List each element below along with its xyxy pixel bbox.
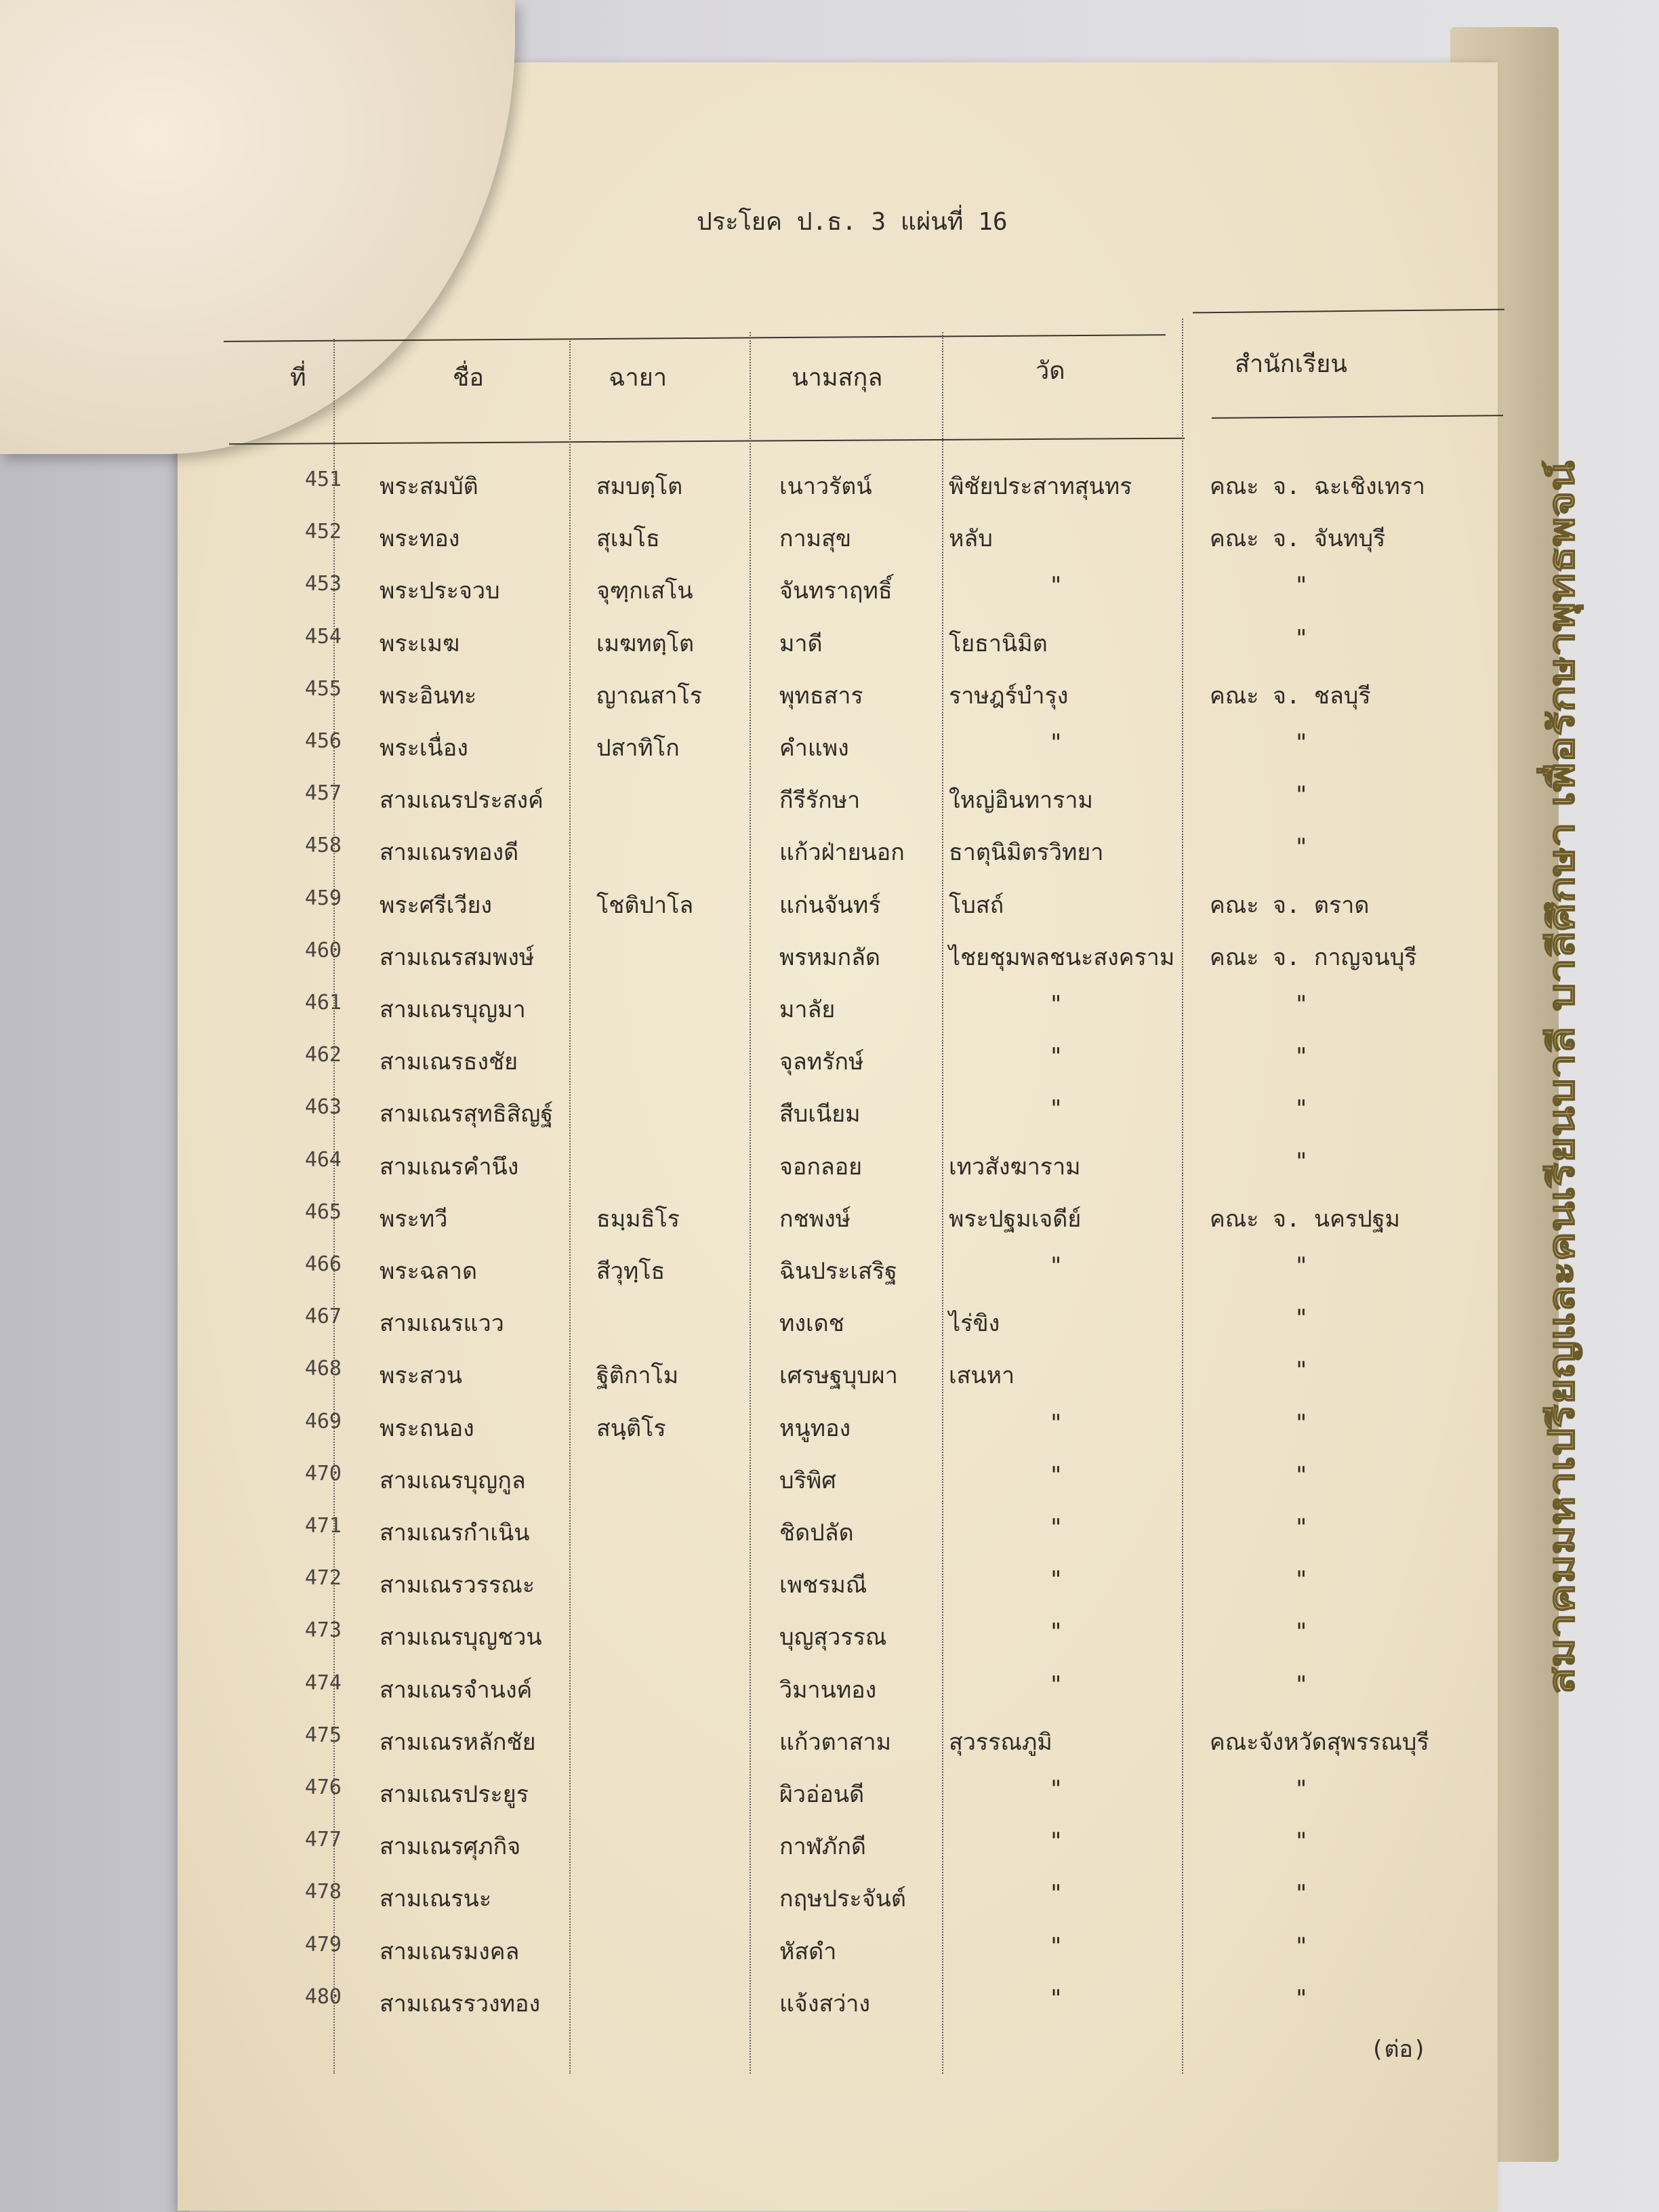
- row-name: สามเณรคำนึง: [380, 1153, 519, 1181]
- row-number: 465: [304, 1200, 342, 1224]
- row-wat: ธาตุนิมิตรวิทยา: [949, 839, 1104, 867]
- row-surname: แก้วตาสาม: [779, 1728, 892, 1756]
- row-name: สามเณรสุทธิสิญฐ์: [380, 1101, 554, 1128]
- row-surname: กฤษประจันต์: [779, 1885, 906, 1913]
- row-number: 469: [304, 1409, 342, 1433]
- row-wat: ": [1049, 1880, 1063, 1908]
- row-school: ": [1294, 1357, 1309, 1385]
- table-row: [0, 939, 1659, 990]
- row-number: 470: [304, 1461, 342, 1486]
- table-row: [0, 572, 1659, 623]
- row-number: 480: [304, 1984, 342, 2009]
- row-number: 458: [304, 834, 342, 858]
- row-surname: แก่นจันทร์: [779, 891, 881, 919]
- row-number: 473: [304, 1618, 342, 1643]
- table-row: [0, 1985, 1659, 2036]
- row-school: ": [1294, 1461, 1309, 1489]
- row-surname: มาลัย: [779, 996, 836, 1023]
- row-surname: สืบเนียม: [779, 1101, 861, 1128]
- row-name: พระประจวบ: [380, 577, 500, 605]
- row-school: ": [1294, 1095, 1309, 1123]
- row-school: ": [1294, 1409, 1309, 1437]
- row-school: คณะ จ. ตราด: [1210, 891, 1370, 919]
- row-name: พระฉลาด: [380, 1258, 478, 1285]
- table-row: [0, 1200, 1659, 1252]
- row-wat: ": [1049, 1461, 1063, 1489]
- table-row: [0, 625, 1659, 676]
- row-name: สามเณรประสงค์: [380, 787, 544, 815]
- table-row: [0, 1776, 1659, 1827]
- row-wat: ": [1049, 572, 1063, 600]
- row-name: สามเณรศุภกิจ: [380, 1833, 521, 1861]
- row-surname: จุลทรักษ์: [779, 1048, 864, 1076]
- row-name: สามเณรบุญมา: [380, 996, 526, 1023]
- table-row: [0, 886, 1659, 938]
- row-number: 457: [304, 781, 342, 806]
- row-alias: เมฆทตฺโต: [596, 630, 695, 657]
- row-school: ": [1294, 1514, 1309, 1541]
- row-number: 461: [304, 991, 342, 1015]
- row-alias: ปสาทิโก: [596, 735, 680, 762]
- row-surname: ผิวอ่อนดี: [779, 1781, 865, 1808]
- row-wat: พิชัยประสาทสุนทร: [949, 473, 1132, 500]
- column-header-school: สำนักเรียน: [1235, 350, 1347, 378]
- row-school: ": [1294, 624, 1309, 652]
- row-school: ": [1294, 572, 1309, 600]
- row-wat: พระปฐมเจดีย์: [949, 1205, 1082, 1233]
- row-name: สามเณรหลักชัย: [380, 1728, 536, 1756]
- row-school: ": [1294, 1671, 1309, 1698]
- column-header-surname: นามสกุล: [792, 364, 883, 392]
- row-number: 479: [304, 1932, 342, 1957]
- row-school: คณะ จ. นครปฐม: [1210, 1205, 1400, 1233]
- row-number: 453: [304, 572, 342, 596]
- row-surname: หนูทอง: [779, 1414, 851, 1442]
- row-school: คณะ จ. ฉะเชิงเทรา: [1210, 473, 1425, 500]
- column-header-wat: วัด: [1036, 357, 1065, 385]
- row-wat: ใหญ่อินทาราม: [949, 787, 1093, 815]
- row-name: พระสวน: [380, 1362, 463, 1390]
- row-school: ": [1294, 991, 1309, 1018]
- column-header-alias: ฉายา: [609, 364, 668, 392]
- row-name: สามเณรจำนงค์: [380, 1676, 533, 1704]
- row-surname: คำแพง: [779, 735, 849, 762]
- table-row: [0, 677, 1659, 729]
- row-number: 467: [304, 1305, 342, 1329]
- table-row: [0, 468, 1659, 519]
- row-number: 459: [304, 886, 342, 910]
- table-row: [0, 1462, 1659, 1513]
- table-row: [0, 729, 1659, 781]
- table-row: [0, 991, 1659, 1042]
- continued-note: (ต่อ): [1370, 2036, 1427, 2063]
- row-name: พระเมฆ: [380, 630, 460, 657]
- row-alias: จุฑฺกเสโน: [596, 577, 693, 605]
- row-name: สามเณรรวงทอง: [380, 1990, 541, 2018]
- row-school: ": [1294, 1566, 1309, 1594]
- row-surname: ทงเดช: [779, 1310, 844, 1338]
- row-alias: สีวุทฺโธ: [596, 1258, 665, 1285]
- row-alias: ธมฺมธิโร: [596, 1205, 680, 1233]
- row-surname: เนาวรัตน์: [779, 473, 872, 500]
- row-number: 471: [304, 1514, 342, 1538]
- row-number: 454: [304, 624, 342, 649]
- row-wat: ราษฎร์บำรุง: [949, 682, 1069, 710]
- row-name: สามเณรสมพงษ์: [380, 943, 535, 971]
- row-name: สามเณรบุญกูล: [380, 1467, 526, 1494]
- row-number: 478: [304, 1880, 342, 1904]
- row-wat: ": [1049, 1566, 1063, 1594]
- row-alias: ญาณสาโร: [596, 682, 702, 710]
- row-surname: แก้วฝ่ายนอก: [779, 839, 905, 867]
- row-wat: ": [1049, 1043, 1063, 1071]
- table-row: [0, 1618, 1659, 1670]
- table-row: [0, 1095, 1659, 1147]
- row-number: 456: [304, 729, 342, 753]
- row-surname: กชพงษ์: [779, 1205, 851, 1233]
- row-name: สามเณรแวว: [380, 1310, 504, 1338]
- row-surname: หัสดำ: [779, 1938, 837, 1965]
- row-wat: ": [1049, 1514, 1063, 1541]
- row-number: 474: [304, 1671, 342, 1695]
- row-surname: บุญสุวรรณ: [779, 1624, 887, 1652]
- row-number: 475: [304, 1723, 342, 1747]
- row-number: 452: [304, 520, 342, 544]
- table-row: [0, 1514, 1659, 1565]
- column-header-number: ที่: [290, 364, 306, 392]
- row-name: สามเณรบุญชวน: [380, 1624, 542, 1652]
- row-school: ": [1294, 1305, 1309, 1332]
- row-name: สามเณรวรรณะ: [380, 1572, 535, 1599]
- row-number: 463: [304, 1095, 342, 1120]
- table-row: [0, 1305, 1659, 1356]
- row-wat: ": [1049, 1252, 1063, 1279]
- row-wat: เทวสังฆาราม: [949, 1153, 1081, 1181]
- row-name: สามเณรมงคล: [380, 1938, 520, 1965]
- row-name: พระทวี: [380, 1205, 448, 1233]
- row-school: ": [1294, 1776, 1309, 1803]
- row-number: 462: [304, 1043, 342, 1067]
- row-school: คณะ จ. กาญจนบุรี: [1210, 943, 1417, 971]
- row-surname: กีรีรักษา: [779, 787, 861, 815]
- row-surname: ฉินประเสริฐ: [779, 1258, 897, 1285]
- row-surname: พรหมกลัด: [779, 943, 880, 971]
- row-alias: โชติปาโล: [596, 891, 694, 919]
- table-row: [0, 1410, 1659, 1461]
- row-number: 464: [304, 1147, 342, 1172]
- table-row: [0, 834, 1659, 885]
- row-name: พระศรีเวียง: [380, 891, 493, 919]
- row-school: ": [1294, 1147, 1309, 1175]
- row-surname: ชิดปลัด: [779, 1519, 854, 1547]
- row-surname: มาดี: [779, 630, 823, 657]
- row-wat: ": [1049, 991, 1063, 1018]
- table-row: [0, 1933, 1659, 1984]
- row-wat: ": [1049, 1095, 1063, 1123]
- table-row: [0, 520, 1659, 571]
- row-surname: แจ้งสว่าง: [779, 1990, 870, 2018]
- table-row: [0, 1880, 1659, 1931]
- row-surname: เศรษฐบุบผา: [779, 1362, 898, 1390]
- row-name: พระถนอง: [380, 1414, 474, 1442]
- table-row: [0, 1671, 1659, 1723]
- row-school: ": [1294, 1880, 1309, 1908]
- row-name: สามเณรนะ: [380, 1885, 492, 1913]
- row-surname: กามสุข: [779, 525, 852, 553]
- row-school: ": [1294, 729, 1309, 756]
- row-school: คณะ จ. จันทบุรี: [1210, 525, 1386, 553]
- row-name: พระทอง: [380, 525, 460, 553]
- row-wat: โบสถ์: [949, 891, 1004, 919]
- row-alias: สมบตฺโต: [596, 473, 683, 500]
- column-header-name: ชื่อ: [453, 364, 485, 392]
- row-surname: จันทราฤทธิ์: [779, 577, 893, 605]
- page-title: ประโยค ป.ธ. 3 แผ่นที่ 16: [697, 208, 1008, 236]
- row-surname: วิมานทอง: [779, 1676, 877, 1704]
- table-row: [0, 1566, 1659, 1618]
- row-school: ": [1294, 1984, 1309, 2012]
- row-wat: ": [1049, 1932, 1063, 1960]
- row-wat: ": [1049, 729, 1063, 756]
- table-row: [0, 1043, 1659, 1094]
- table-row: [0, 1148, 1659, 1200]
- row-wat: เสนหา: [949, 1362, 1015, 1390]
- row-name: สามเณรกำเนิน: [380, 1519, 530, 1547]
- row-surname: จอกลอย: [779, 1153, 863, 1181]
- row-school: ": [1294, 1828, 1309, 1856]
- row-school: ": [1294, 1932, 1309, 1960]
- row-surname: พุทธสาร: [779, 682, 863, 710]
- row-name: พระเนื่อง: [380, 735, 468, 762]
- row-school: ": [1294, 1618, 1309, 1646]
- table-row: [0, 781, 1659, 833]
- row-name: พระอินทะ: [380, 682, 477, 710]
- row-school: ": [1294, 834, 1309, 861]
- table-row: [0, 1357, 1659, 1408]
- row-wat: โยธานิมิต: [949, 630, 1048, 657]
- row-name: พระสมบัติ: [380, 473, 478, 500]
- row-number: 477: [304, 1828, 342, 1852]
- row-wat: ไชยชุมพลชนะสงคราม: [949, 943, 1175, 971]
- row-alias: สุเมโธ: [596, 525, 660, 553]
- row-surname: บริพิศ: [779, 1467, 836, 1494]
- row-wat: สุวรรณภูมิ: [949, 1728, 1052, 1756]
- row-school: ": [1294, 1252, 1309, 1279]
- row-number: 460: [304, 938, 342, 962]
- row-name: สามเณรประยูร: [380, 1781, 529, 1808]
- row-number: 476: [304, 1776, 342, 1799]
- row-number: 472: [304, 1566, 342, 1591]
- row-name: สามเณรธงชัย: [380, 1048, 518, 1076]
- row-wat: ": [1049, 1776, 1063, 1803]
- table-row: [0, 1723, 1659, 1775]
- row-wat: หลับ: [949, 525, 993, 553]
- row-wat: ": [1049, 1618, 1063, 1646]
- row-number: 466: [304, 1252, 342, 1276]
- row-number: 451: [304, 468, 342, 491]
- row-name: สามเณรทองดี: [380, 839, 519, 867]
- row-school: คณะจังหวัดสุพรรณบุรี: [1210, 1728, 1429, 1756]
- row-school: ": [1294, 781, 1309, 809]
- watermark: [1529, 454, 1597, 1694]
- row-number: 455: [304, 676, 342, 701]
- table-row: [0, 1252, 1659, 1304]
- row-school: คณะ จ. ชลบุรี: [1210, 682, 1371, 710]
- row-wat: ": [1049, 1671, 1063, 1698]
- row-alias: สนฺติโร: [596, 1414, 666, 1442]
- row-wat: ": [1049, 1984, 1063, 2012]
- row-wat: ไร่ขิง: [949, 1310, 1000, 1338]
- row-surname: กาฬภักดี: [779, 1833, 866, 1861]
- row-number: 468: [304, 1357, 342, 1381]
- watermark-text: สมาคมมหาเปรียญและคนเรียนบาลี บาลีศึกษา เพื่อรักษาพุทธพจน์: [1542, 712, 1582, 1694]
- row-alias: ฐิติกาโม: [596, 1362, 679, 1390]
- row-school: ": [1294, 1043, 1309, 1071]
- row-surname: เพชรมณี: [779, 1572, 867, 1599]
- table-row: [0, 1828, 1659, 1879]
- row-wat: ": [1049, 1409, 1063, 1437]
- row-wat: ": [1049, 1828, 1063, 1856]
